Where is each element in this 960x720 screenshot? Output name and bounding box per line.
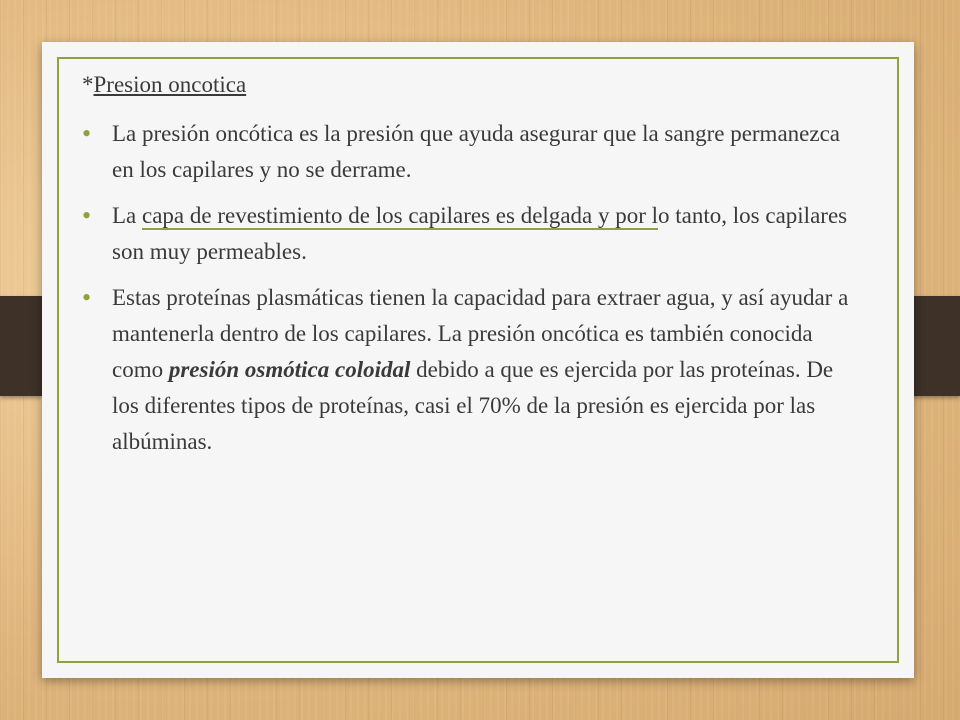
left-dark-tab bbox=[0, 296, 42, 396]
bullet-icon: • bbox=[82, 119, 92, 148]
bullet-item-1 bbox=[82, 116, 862, 188]
bullet-icon: • bbox=[82, 201, 92, 230]
bullet-text-3-part1: Estas proteínas plasmáticas tienen la capacidad para extraer agua, y así ayudar a mantenerla dentro de los capilares. La presión oncótica es también conocida como bbox=[112, 285, 849, 382]
heading-text: Presion oncotica bbox=[93, 72, 247, 97]
bullet-text-3-part2: debido a que es ejercida por las proteínas. De los diferentes tipos de proteínas, casi el 70% de la presión es ejercida por las albúminas. bbox=[112, 357, 834, 454]
bullet-icon: • bbox=[82, 283, 92, 312]
bullet-text-1: La presión oncótica es la presión que ayuda asegurar que la sangre permanezca en los capilares y no se derrame. bbox=[112, 121, 840, 182]
slide-content bbox=[82, 68, 862, 470]
bullet-text-2-rest: o tanto, los capilares son muy permeables. bbox=[112, 203, 848, 264]
bullet-text-2-lead: La bbox=[112, 203, 137, 228]
bullet-text-3-emphasis: presión osmótica coloidal bbox=[168, 357, 411, 382]
bullet-item-3 bbox=[82, 280, 862, 460]
heading-prefix: * bbox=[82, 72, 94, 97]
slide-heading bbox=[82, 68, 862, 102]
bullet-text-2-underlined: capa de revestimiento de los capilares es delgada y por l bbox=[136, 203, 659, 228]
bullet-item-2 bbox=[82, 198, 862, 270]
slide-card bbox=[42, 42, 914, 678]
bullet-list bbox=[82, 116, 862, 460]
